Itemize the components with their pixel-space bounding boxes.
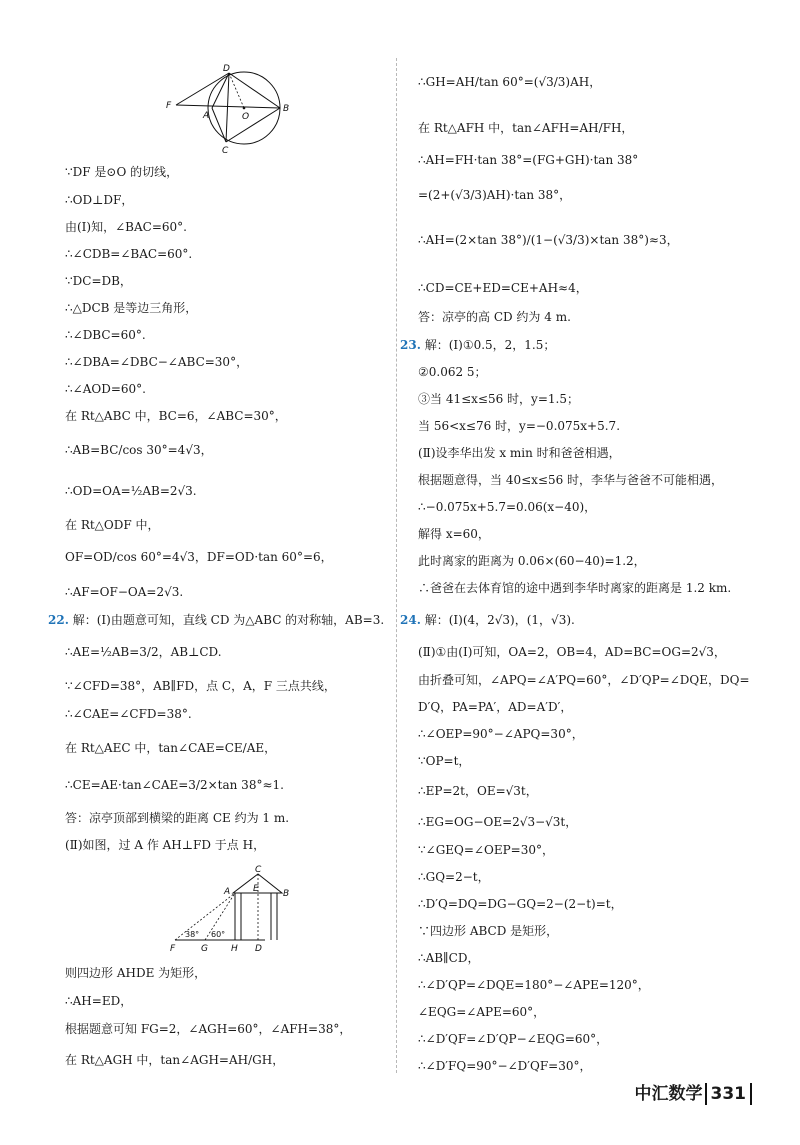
q23-block — [400, 335, 555, 355]
q23-line-9: 此时离家的距离为 0.06×(60−40)=1.2， — [418, 554, 646, 568]
left-line-15: ∴AF=OF−OA=2√3. — [65, 585, 184, 599]
q23-line-10: ∴爸爸在去体育馆的途中遇到李华时离家的距离是 1.2 km. — [418, 581, 732, 595]
q24-line-9: ∵∠GEQ=∠OEP=30°， — [418, 843, 554, 857]
q24-line-11: ∴D′Q=DQ=DG−GQ=2−(2−t)=t， — [418, 897, 623, 911]
left-line-10: 在 Rt△ABC 中，BC=6，∠ABC=30°， — [65, 409, 287, 423]
right-line-4: =(2+(√3/3)AH)·tan 38°， — [418, 188, 572, 202]
fig2-label-g: G — [201, 944, 208, 954]
fig2-label-c: C — [255, 865, 262, 875]
q22-line-2: ∴AE=½AB=3/2，AB⊥CD. — [65, 645, 222, 659]
fig2-angle-38: 38° — [185, 930, 200, 939]
q23-line-7: ∴−0.075x+5.7=0.06(x−40)， — [418, 500, 597, 514]
q23-line-2: ②0.062 5； — [418, 365, 487, 379]
q24-line-14: ∴∠D′QP=∠DQE=180°−∠APE=120°， — [418, 978, 650, 992]
fig2-label-d: D — [255, 944, 262, 954]
q22-line-9: 则四边形 AHDE 为矩形， — [65, 966, 207, 980]
left-line-2: ∴OD⊥DF， — [65, 193, 134, 207]
fig1-label-o: O — [242, 112, 250, 122]
q24-line-7: ∴EP=2t，OE=√3t， — [418, 784, 538, 798]
q23-line-1: 解：(Ⅰ)①0.5，2，1.5； — [424, 338, 556, 352]
fig1-label-c: C — [222, 146, 229, 155]
q24-number: 24. — [400, 613, 421, 627]
q23-line-5: (Ⅱ)设李华出发 x min 时和爸爸相遇， — [418, 446, 621, 460]
q24-line-10: ∴GQ=2−t， — [418, 870, 490, 884]
q22-line-1: 解：(Ⅰ)由题意可知，直线 CD 为△ABC 的对称轴，AB=3. — [72, 613, 385, 627]
left-line-8: ∴∠DBA=∠DBC−∠ABC=30°， — [65, 355, 249, 369]
left-line-4: ∴∠CDB=∠BAC=60°. — [65, 247, 193, 261]
right-line-3: ∴AH=FH·tan 38°=(FG+GH)·tan 38° — [418, 153, 639, 167]
q24-line-13: ∴AB∥CD， — [418, 951, 480, 965]
right-line-1: ∴GH=AH/tan 60°=(√3/3)AH， — [418, 75, 602, 89]
q22-number: 22. — [48, 613, 69, 627]
q24-line-6: ∵OP=t， — [418, 754, 471, 768]
left-line-13: 在 Rt△ODF 中， — [65, 518, 160, 532]
q22-line-4: ∴∠CAE=∠CFD=38°. — [65, 707, 192, 721]
q22-line-8: (Ⅱ)如图，过 A 作 AH⊥FD 于点 H， — [65, 838, 266, 852]
q24-line-15: ∠EQG=∠APE=60°， — [418, 1005, 546, 1019]
q23-line-8: 解得 x=60， — [418, 527, 490, 541]
left-line-5: ∵DC=DB， — [65, 274, 132, 288]
fig2-label-f: F — [170, 944, 176, 954]
left-line-3: 由(Ⅰ)知，∠BAC=60°. — [65, 220, 187, 234]
q24-line-16: ∴∠D′QF=∠D′QP−∠EQG=60°， — [418, 1032, 609, 1046]
q23-number: 23. — [400, 338, 421, 352]
fig1-label-a: A — [203, 111, 210, 121]
q24-line-5: ∴∠OEP=90°−∠APQ=30°， — [418, 727, 584, 741]
fig2-label-b: B — [283, 889, 290, 899]
fig2-label-e: E — [253, 884, 259, 894]
q24-line-2: (Ⅱ)①由(Ⅰ)可知，OA=2，OB=4，AD=BC=OG=2√3， — [418, 645, 726, 659]
q22-line-10: ∴AH=ED， — [65, 994, 133, 1008]
right-line-7: 答：凉亭的高 CD 约为 4 m. — [418, 310, 571, 324]
circle-tangent-figure — [158, 60, 298, 155]
page-number: 331 — [705, 1083, 753, 1105]
right-line-5: ∴AH=(2×tan 38°)/(1−(√3/3)×tan 38°)≈3， — [418, 233, 679, 247]
q22-line-7: 答：凉亭顶部到横梁的距离 CE 约为 1 m. — [65, 811, 290, 825]
column-divider — [396, 58, 397, 1073]
left-line-7: ∴∠DBC=60°. — [65, 328, 146, 342]
q22-line-12: 在 Rt△AGH 中，tan∠AGH=AH/GH， — [65, 1053, 285, 1067]
q23-line-4: 当 56<x≤76 时，y=−0.075x+5.7. — [418, 419, 621, 433]
page-footer — [635, 1080, 753, 1108]
footer-label: 中汇数学 — [634, 1084, 703, 1104]
left-line-1: ∵DF 是⊙O 的切线， — [65, 165, 179, 179]
q23-line-6: 根据题意得，当 40≤x≤56 时，李华与爸爸不可能相遇， — [418, 473, 724, 487]
left-line-11: ∴AB=BC/cos 30°=4√3， — [65, 443, 213, 457]
q24-line-3: 由折叠可知，∠APQ=∠A′PQ=60°，∠D′QP=∠DQE，DQ= — [418, 673, 750, 687]
q24-block — [400, 610, 575, 630]
fig1-label-f: F — [166, 101, 172, 111]
left-line-12: ∴OD=OA=½AB=2√3. — [65, 484, 197, 498]
right-line-6: ∴CD=CE+ED=CE+AH≈4， — [418, 281, 588, 295]
q23-line-3: ③当 41≤x≤56 时，y=1.5； — [418, 392, 579, 406]
q22-line-3: ∵∠CFD=38°，AB∥FD，点 C，A，F 三点共线， — [65, 679, 336, 693]
fig1-label-d: D — [223, 64, 230, 74]
fig2-label-a: A — [224, 887, 231, 897]
q24-line-1: 解：(Ⅰ)(4，2√3)，(1，√3). — [424, 613, 575, 627]
q24-line-17: ∴∠D′FQ=90°−∠D′QF=30°， — [418, 1059, 592, 1073]
pavilion-figure — [165, 862, 300, 954]
q24-line-8: ∴EG=OG−OE=2√3−√3t， — [418, 815, 578, 829]
q22-line-11: 根据题意可知 FG=2，∠AGH=60°，∠AFH=38°， — [65, 1022, 352, 1036]
fig2-label-h: H — [231, 944, 238, 954]
left-line-6: ∴△DCB 是等边三角形， — [65, 301, 198, 315]
q24-line-4: D′Q，PA=PA′，AD=A′D′， — [418, 700, 573, 714]
q22-line-5: 在 Rt△AEC 中，tan∠CAE=CE/AE， — [65, 741, 277, 755]
q22-line-6: ∴CE=AE·tan∠CAE=3/2×tan 38°≈1. — [65, 778, 284, 792]
q22-block — [48, 610, 384, 630]
left-line-9: ∴∠AOD=60°. — [65, 382, 146, 396]
left-line-14: OF=OD/cos 60°=4√3，DF=OD·tan 60°=6， — [65, 550, 333, 564]
fig2-angle-60: 60° — [211, 930, 226, 939]
q24-line-12: ∵四边形 ABCD 是矩形， — [418, 924, 559, 938]
fig1-label-b: B — [283, 104, 290, 114]
right-line-2: 在 Rt△AFH 中，tan∠AFH=AH/FH， — [418, 121, 634, 135]
